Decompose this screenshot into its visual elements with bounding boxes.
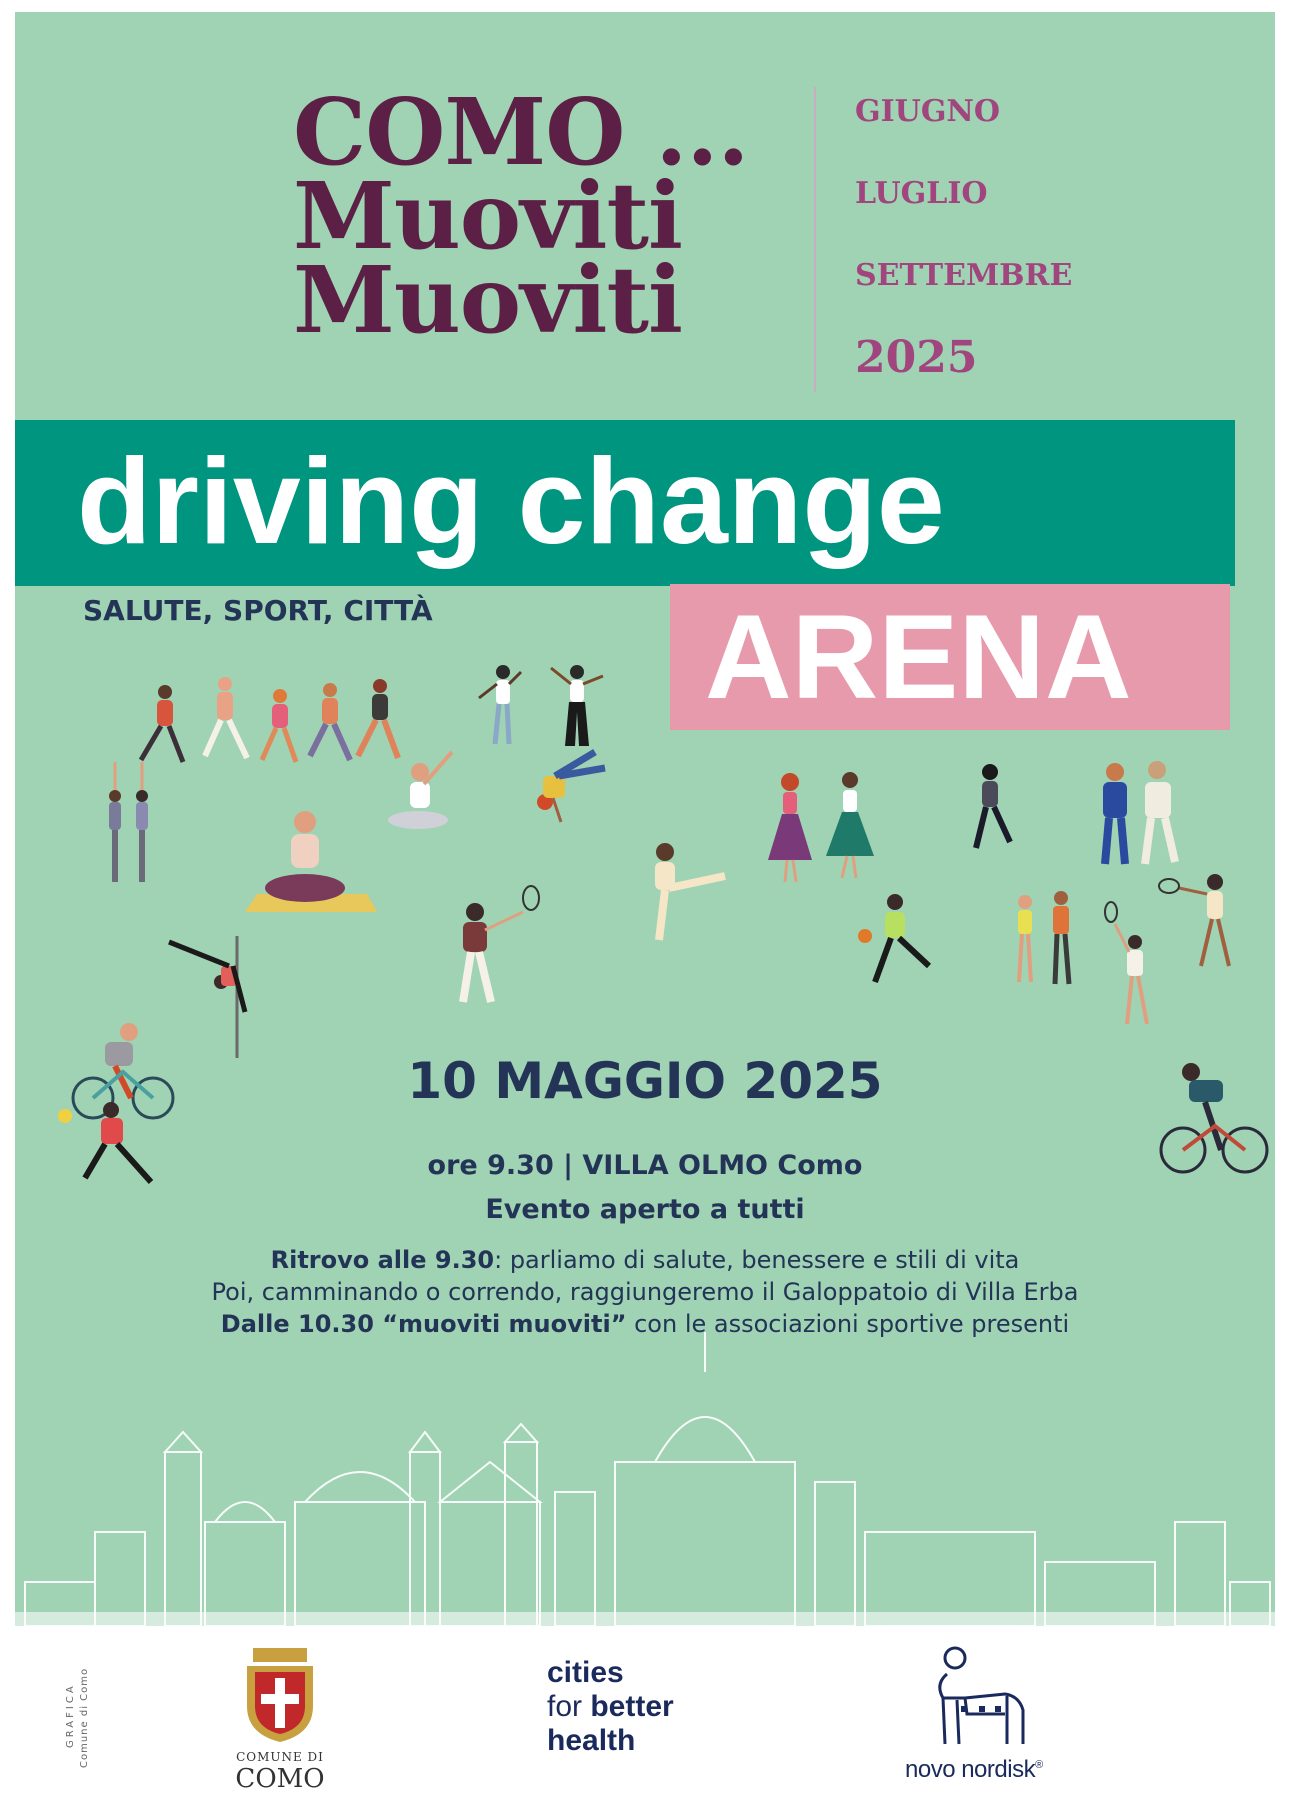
event-open-note: Evento aperto a tutti (485, 1194, 805, 1225)
tennis-player-illustration (463, 886, 539, 1002)
como-skyline-illustration (15, 1332, 1275, 1626)
month-settembre: SETTEMBRE (855, 258, 1073, 293)
title-divider (814, 87, 816, 392)
breakdancer-illustration (537, 752, 605, 822)
stretching-illustration (388, 752, 452, 829)
footer-logos (15, 1626, 1275, 1816)
comune-label: COMUNE DI (236, 1750, 324, 1764)
novo-nordisk-registered-mark: ® (1035, 1759, 1043, 1771)
poster (15, 12, 1275, 1626)
runners-illustration (141, 677, 398, 762)
walking-couple-illustration (1018, 891, 1069, 984)
cities-logo-better: better (582, 1690, 674, 1723)
description-line-2: Poi, camminando o correndo, raggiungeremo il Galoppatoio di Villa Erba (211, 1278, 1079, 1306)
event-description (15, 1244, 1275, 1340)
months-list (855, 92, 1072, 420)
pole-dancer-illustration (169, 936, 245, 1058)
comune-di-como-crest (225, 1644, 335, 1744)
cities-logo-line-1: cities (547, 1656, 624, 1689)
title-line-1: COMO ... (293, 78, 749, 186)
cities-logo-line-2 (547, 1690, 674, 1724)
month-giugno: GIUGNO (855, 94, 1000, 129)
event-title (293, 78, 813, 354)
driving-change-banner (15, 420, 1235, 586)
month-luglio: LUGLIO (855, 176, 988, 211)
comune-name: COMO (235, 1764, 325, 1794)
karate-illustration (655, 843, 725, 940)
dancers-illustration (479, 665, 603, 746)
cities-logo-for: for (547, 1690, 583, 1723)
folk-dancers-illustration (768, 772, 874, 882)
description-line-1 (15, 1244, 1275, 1276)
event-time-place: ore 9.30 | VILLA OLMO Como (427, 1150, 863, 1181)
cities-logo-line-3: health (547, 1724, 636, 1757)
design-credit (63, 1658, 123, 1798)
title-line-2: Muoviti (293, 162, 682, 270)
novo-nordisk-name: novo nordisk (905, 1756, 1036, 1783)
badminton-player-illustration (1105, 902, 1147, 1024)
driving-change-text: driving change (77, 433, 945, 569)
description-line-1-bold: Ritrovo alle 9.30 (270, 1246, 495, 1274)
description-line-3-rest: con le associazioni sportive presenti (626, 1310, 1070, 1338)
novo-nordisk-logo (895, 1644, 1075, 1804)
credit-author: Comune di Como (79, 1667, 90, 1768)
comune-di-como-logo (225, 1644, 335, 1806)
credit-label: GRAFICA (65, 1683, 76, 1748)
arena-text: ARENA (705, 590, 1132, 724)
novo-nordisk-bull-logo (895, 1644, 1075, 1754)
event-date: 10 MAGGIO 2025 (407, 1052, 883, 1110)
months-year: 2025 (855, 332, 978, 383)
dancer-right-illustration (976, 764, 1010, 848)
sports-illustrations (15, 652, 1275, 1212)
judo-illustration (1103, 761, 1175, 864)
description-line-1-rest: : parliamo di salute, benessere e stili di vita (494, 1246, 1020, 1274)
tennis-woman-illustration (1159, 874, 1229, 966)
cities-for-better-health-logo (547, 1656, 674, 1758)
novo-nordisk-wordmark (905, 1756, 1043, 1784)
basketball-player-illustration (858, 894, 929, 982)
yoga-illustration (245, 811, 377, 912)
description-line-3-bold: Dalle 10.30 “muoviti muoviti” (220, 1310, 627, 1338)
tagline: SALUTE, SPORT, CITTÀ (83, 594, 433, 627)
yoga-standing-illustration (109, 762, 148, 882)
title-line-3: Muoviti (293, 246, 682, 354)
